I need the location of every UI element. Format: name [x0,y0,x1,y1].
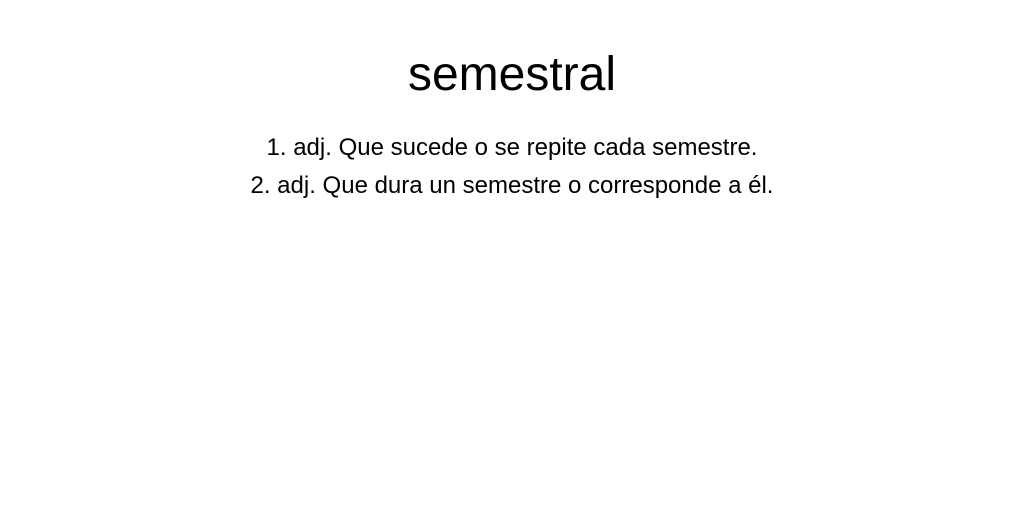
definitions-list [0,129,1024,205]
headword: semestral [407,48,617,101]
definition-2: 2. adj. Que dura un semestre o corresponde a él. [250,172,774,199]
definition-1: 1. adj. Que sucede o se repite cada semestre. [266,134,758,161]
